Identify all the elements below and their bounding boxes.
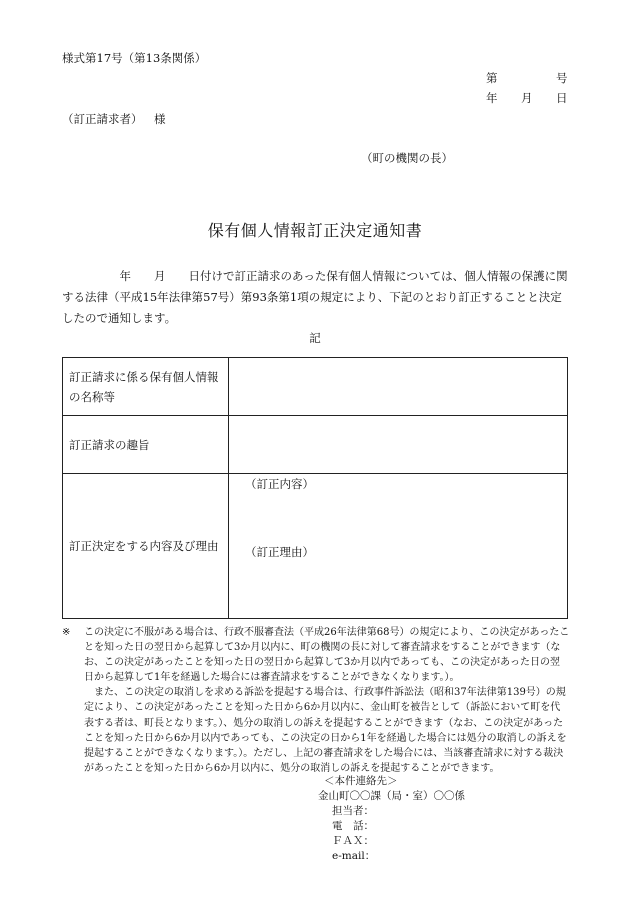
table-row [63, 416, 568, 474]
sender: （町の機関の長） [361, 151, 453, 165]
contact-fax: ＦＡＸ： [332, 835, 374, 847]
row-label-request-purpose: 訂正請求の趣旨 [63, 416, 229, 474]
table-row [63, 358, 568, 416]
correction-content-label: （訂正内容） [245, 477, 314, 491]
date-year: 年 [486, 91, 498, 105]
row-value-request-purpose [229, 416, 568, 474]
date-month: 月 [521, 91, 533, 105]
document-title: 保有個人情報訂正決定通知書 [207, 221, 423, 240]
decision-table [62, 357, 568, 619]
contact-block [318, 774, 465, 864]
contact-department: 金山町〇〇課（局・室）〇〇係 [318, 790, 465, 802]
note-row [62, 625, 570, 776]
notes-section [62, 625, 570, 776]
row-label-decision-content: 訂正決定をする内容及び理由 [63, 474, 229, 619]
honorific: 様 [154, 112, 166, 126]
note-text [84, 625, 570, 776]
date-day: 日 [556, 91, 568, 105]
ki-marker: 記 [309, 331, 321, 345]
contact-email: e-mail： [332, 850, 376, 862]
row-value-decision-content [229, 474, 568, 619]
contact-heading: ＜本件連絡先＞ [324, 775, 398, 787]
row-label-info-name: 訂正請求に係る保有個人情報の名称等 [63, 358, 229, 416]
correction-reason-label: （訂正理由） [245, 545, 314, 559]
row-value-info-name [229, 358, 568, 416]
form-number: 様式第17号（第13条関係） [62, 51, 207, 65]
body-paragraph: 年 月 日付けで訂正請求のあった保有個人情報については、個人情報の保護に関する法律（平成15年法律第57号）第93条第1項の規定により、下記のとおり訂正することと決定したので通知します。 [62, 269, 568, 325]
table-row [63, 474, 568, 619]
document-number-dai: 第 [486, 71, 498, 85]
body-paragraph-block [62, 266, 570, 329]
contact-person: 担当者： [332, 805, 374, 817]
document-number-go: 号 [556, 71, 568, 85]
note-paragraph-1: この決定に不服がある場合は、行政不服審査法（平成26年法律第68号）の規定により、この決定があったことを知った日の翌日から起算して3か月以内に、町の機関の長に対して審査請求をすることができます（なお、この決定があったことを知った日の翌日から起算して3か月以内であっても、この決定があった日の翌日から起算して1年を経過した場合には審査請求をすることができなくなります。）。 [84, 627, 570, 684]
note-mark: ※ [62, 627, 71, 638]
note-paragraph-2: また、この決定の取消しを求める訴訟を提起する場合は、行政事件訴訟法（昭和37年法律第139号）の規定により、この決定があったことを知った日から6か月以内に、金山町を被告として（訴訟において町を代表する者は、町長となります。）、処分の取消しの訴えを提起することができます（なお、この決定があったことを知った日から6か月以内であっても、この決定の日から1年を経過した場合には処分の取消しの訴えを提起することができなくなります。）。ただし、上記の審査請求をした場合には、当該審査請求に対する裁決があったことを知った日から6か月以内に、処分の取消しの訴えを提起することができます。 [84, 687, 567, 774]
contact-phone: 電 話： [332, 820, 374, 832]
addressee: （訂正請求者） [62, 112, 143, 126]
